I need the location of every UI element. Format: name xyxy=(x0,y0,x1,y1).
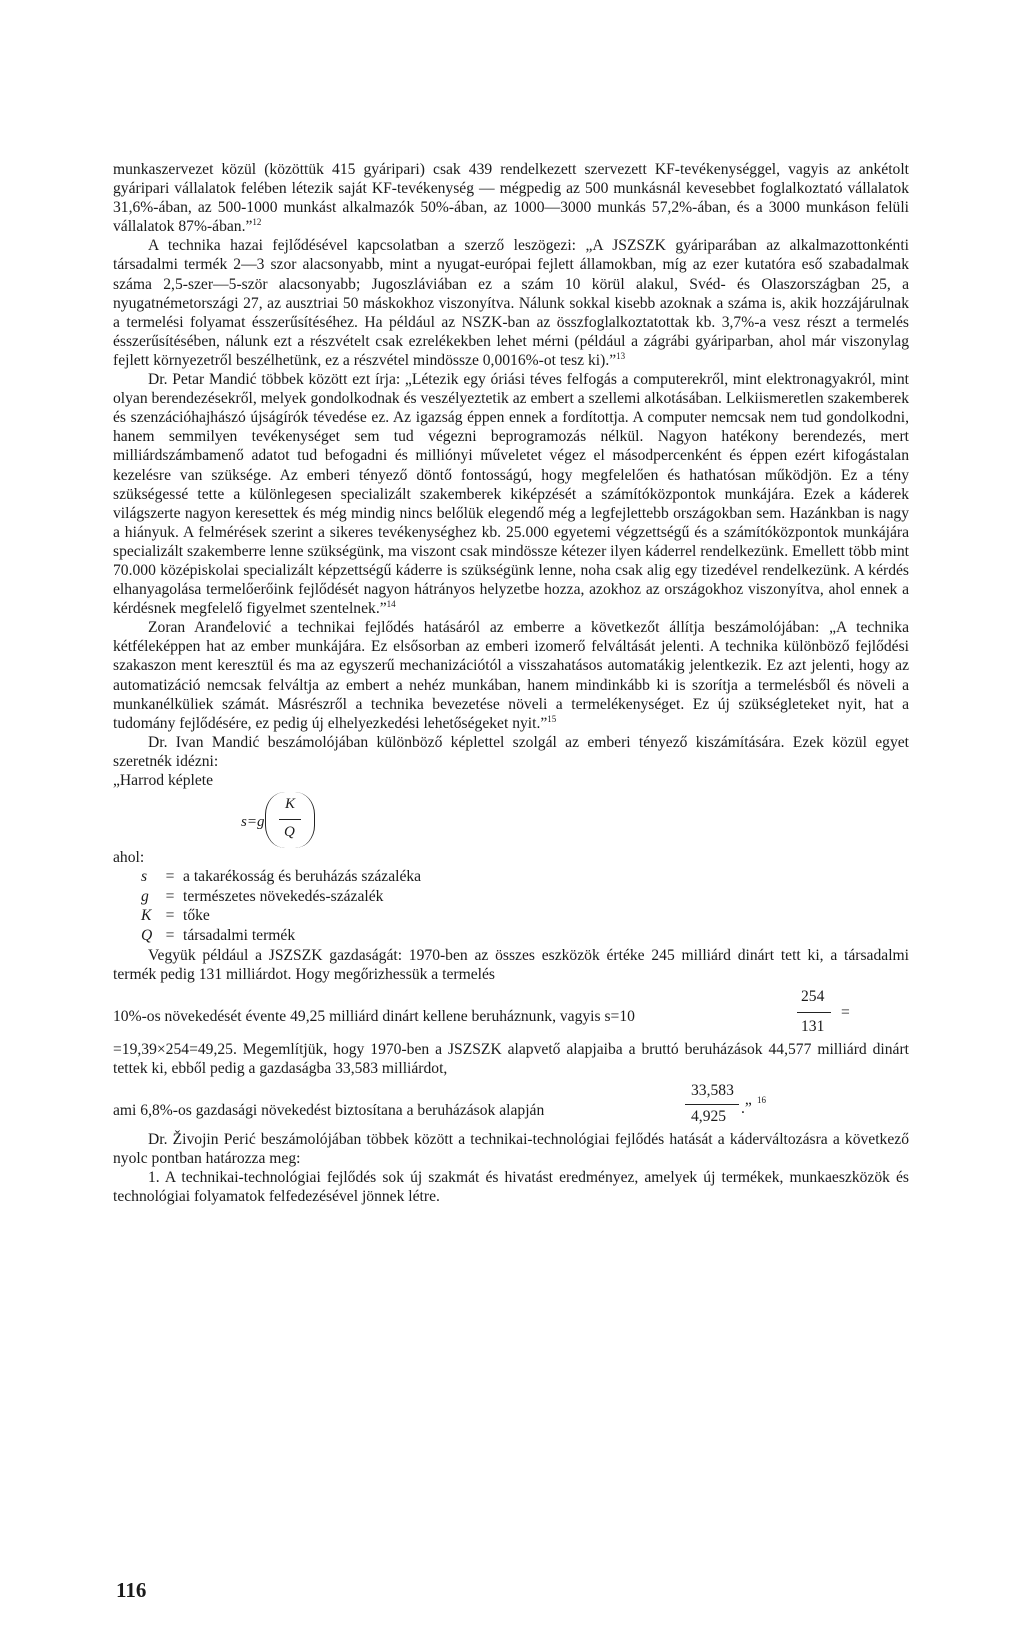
paragraph-1: munkaszervezet közül (közöttük 415 gyáripari) csak 439 rendelkezett szervezett KF-tevékenységgel, vagyis az ankétolt gyáripari vállalatok felében létezik saját KF-tevékenység — mégpedig az 500 munkásnál kevesebbet foglalkoztató vállalatok 31,6%-ában, az 500-1000 munkást alkalmazók 50%-ában, az 1000—3000 munkás 57,2%-ában, és a 3000 munkáson felüli vállalatok 87%-ában.”$^{12}$ xyxy=(113,161,909,236)
fraction-2-denominator: 4,925 xyxy=(691,1107,727,1125)
formula-denominator: Q xyxy=(284,824,295,841)
fraction-line-1 xyxy=(113,984,909,1035)
footnote-ref-14: 14 xyxy=(386,598,396,609)
paragraph-7c: =19,39×254=49,25. Megemlítjük, hogy 1970-ben a JSZSZK alapvető alapjaiba a bruttó beruházások 44,577 milliárd dinárt tettek ki, ebből pedig a gazdaságba 33,583 milliárdot, xyxy=(113,1040,909,1077)
paragraph-7a: Vegyük például a JSZSZK gazdaságát: 1970-ben az összes eszközök értéke 245 milliárd dinárt tett ki, a társadalmi termék pedig 131 milliárdot. Hogy megőrizhessük a termelés xyxy=(113,946,909,983)
paragraph-9: 1. A technikai-technológiai fejlődés sok új szakmát és hivatást eredményez, amelyek új termékek, munkaeszközök és technológiai folyamatok felfedezésével jönnek létre. xyxy=(113,1169,909,1206)
page-body xyxy=(113,160,909,1206)
paragraph-2: A technika hazai fejlődésével kapcsolatban a szerző leszögezi: „A JSZSZK gyáriparában az alkalmazottonkénti társadalmi termék 2—3 szor alacsonyabb, mint a nyugat-európai fejlett államokban, míg az ezer kutatóra eső szabadalmak száma 2,5-szer—5-ször alacsonyabb; Jugoszláviában ez a szám 10 körül alakul, Svéd- és Olaszországban 25, a nyugatnémetországi 27, az ausztriai 50 máskokhoz viszonyítva. Nálunk sokkal kisebb azoknak a száma is, akik hozzájárulnak a termelési folyamat ésszerűsítéséhez. Ha például az NSZK-ban az összfoglalkoztatottak kb. 3,7%-a vesz részt a termelés ésszerűsítésében, nálunk ezt a részvételt csak ezrelékekben lehet mérni (például a zágrábi gyáriparban, ahol már viszonylag fejlett környezetről beszélhetünk, ez a részvétel mindössze 0,0016%-ot tesz ki).”$^{13}$ xyxy=(113,237,909,369)
formula-fraction-bar xyxy=(279,819,301,820)
fraction-2-tail: .” xyxy=(741,1099,752,1117)
footnote-ref-15: 15 xyxy=(547,713,557,724)
paragraph-4: Zoran Aranđelović a technikai fejlődés hatásáról az emberre a következőt állítja beszámolójában: „A technika kétféleképpen hat az ember munkájára. Ez elsősorban az emberi izomerő felváltását jelenti. A technika különböző fejlődési szakaszon ment keresztül és ma az egyszerű mechanizációtól a visszahatásos automatákig jelentkezik. Ez azt jelenti, hogy az automatizáció nemcsak felváltja az embert a nehéz munkában, hanem mindinkább ki is szorítja a termelésből és növeli a munkanélküliek számát. Másrészről a technika bevezetése növeli a termelékenységet. Ez új szükségleteket nyit, hat a tudomány fejlődésére, ez pedig új elhelyezkedési lehetőségeket nyit.”$^{15}$ xyxy=(113,619,909,732)
paragraph-3: Dr. Petar Mandić többek között ezt írja: „Létezik egy óriási téves felfogás a computerekről, mint elektronagyakról, mint olyan berendezésekről, melyek gondolkodnak és veszélyeztetik az embert a szellemi alkotásában. Lelkiismeretlen szakemberek és szenzációhajhászó újságírók tévedése ez. Az igazság éppen ennek a fordítottja. A computer nemcsak nem tud gondolkodni, hanem semmilyen tevékenységet sem tud végezni beprogramozás nélkül. Nagyon hatékony berendezés, mert milliárdszámbamenő adatot tud befogadni és milliónyi műveletet végez el másodpercenként és éppen ezért kifogástalan kezelésre van szüksége. Az emberi tényező döntő fontosságú, hogy megfelelően és hathatósan működjön. Ez a tény szükségessé tette a különlegesen specializált szakemberek kiképzését a számítóközpontok munkájára. Ezek a káderek világszerte nagyon keresettek és még mindig nincs belőlük elegendő még a legfejlettebb országokban sem. Hazánkban is nagy a hiányuk. A felmérések szerint a sikeres tevékenységhez kb. 25.000 egyetemi végzettségű és a számítóközpontok munkájára specializált szakemberre lenne szükségünk, ma viszont csak mindössze kétezer ilyen káderrel rendelkezünk. Emellett több mint 70.000 középiskolai specializált képzettségű káderre is szükségünk lenne, noha csak alig egy tizedével rendelkezünk. A kérdés elhanyagolása termelőerőink fejlődését nagyon hátrányos helyzetbe hozza, azokhoz az országokhoz viszonyítva, ahol ennek a kérdésnek megfelelő figyelmet szentelnek.”$^{14}$ xyxy=(113,371,909,618)
harrod-formula xyxy=(113,790,909,848)
formula-numerator: K xyxy=(285,796,296,813)
ahol-label: ahol: xyxy=(113,849,145,867)
footnote-ref-13: 13 xyxy=(616,350,626,361)
harrod-heading: „Harrod képlete xyxy=(113,772,214,789)
definition-k: K = tőke xyxy=(141,907,210,925)
paragraph-7b: 10%-os növekedését évente 49,25 milliárd dinárt kellene beruháznunk, vagyis s=10 xyxy=(113,1007,635,1025)
paragraph-8: Dr. Živojin Perić beszámolójában többek között a technikai-technológiai fejlődés hatását a káderváltozásra a következő nyolc pontban határozza meg: xyxy=(113,1130,909,1168)
formula-lhs: s=g xyxy=(241,814,265,831)
fraction-2-numerator: 33,583 xyxy=(691,1081,734,1099)
fraction-2-bar xyxy=(685,1104,739,1105)
fraction-1-tail: = xyxy=(841,1003,850,1021)
definition-s: s = a takarékosság és beruházás százaléka xyxy=(141,868,422,886)
definition-q: Q = társadalmi termék xyxy=(141,926,296,944)
page-number: 116 xyxy=(116,1578,147,1602)
definition-g: g = természetes növekedés-százalék xyxy=(141,887,384,905)
paragraph-7d: ami 6,8%-os gazdasági növekedést biztosítana a beruházások alapján xyxy=(113,1101,545,1119)
paragraph-5: Dr. Ivan Mandić beszámolójában különböző képlettel szolgál az emberi tényező kiszámítására. Ezek közül egyet szeretnék idézni: xyxy=(113,733,909,770)
fraction-line-2: ami 6,8%-os gazdasági növekedést biztosítana a beruházások alapján 33,583 4,925 .” 16 xyxy=(113,1081,766,1125)
fraction-1-denominator: 131 xyxy=(801,1017,825,1035)
definitions-list xyxy=(141,867,909,945)
footnote-ref-12: 12 xyxy=(252,217,262,228)
fraction-1-bar xyxy=(797,1012,831,1013)
fraction-1-numerator: 254 xyxy=(801,987,825,1005)
